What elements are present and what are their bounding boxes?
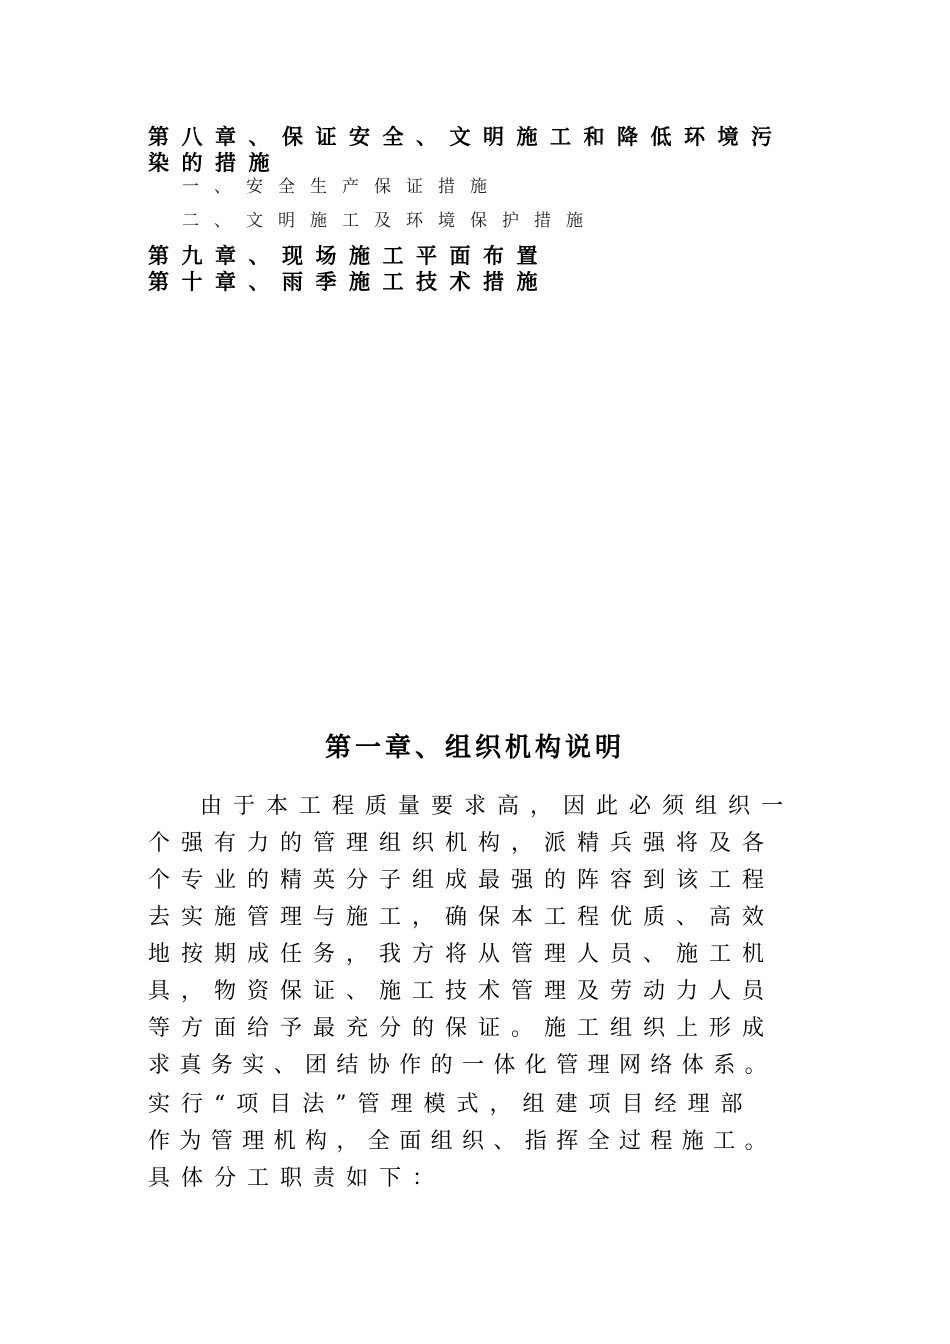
paragraph-line: 作为管理机构，全面组织、指挥全过程施工。 xyxy=(148,1129,777,1154)
paragraph-line: 个强有力的管理组织机构，派精兵强将及各 xyxy=(148,831,776,856)
toc-chapter-8-line1[interactable]: 第八章、保证安全、文明施工和降低环境污 xyxy=(148,125,785,149)
toc-section-8-2[interactable]: 二、文明施工及环境保护措施 xyxy=(182,211,598,231)
paragraph-line: 实行“项目法”管理模式，组建项目经理部 xyxy=(148,1092,754,1117)
paragraph-line: 具，物资保证、施工技术管理及劳动力人员 xyxy=(148,979,776,1004)
paragraph-line: 地按期成任务，我方将从管理人员、施工机 xyxy=(148,942,776,967)
paragraph-line: 等方面给予最充分的保证。施工组织上形成 xyxy=(148,1016,776,1041)
toc-chapter-10[interactable]: 第十章、雨季施工技术措施 xyxy=(148,270,550,294)
chapter-title: 第一章、组织机构说明 xyxy=(324,733,625,763)
toc-chapter-9[interactable]: 第九章、现场施工平面布置 xyxy=(148,244,550,268)
paragraph-line: 由于本工程质量要求高，因此必须组织一 xyxy=(200,794,795,819)
toc-chapter-8-line2[interactable]: 染的措施 xyxy=(148,151,282,175)
toc-section-8-1[interactable]: 一、安全生产保证措施 xyxy=(182,177,502,197)
paragraph-line: 个专业的精英分子组成最强的阵容到该工程 xyxy=(148,868,776,893)
paragraph-line: 具体分工职责如下： xyxy=(148,1166,446,1191)
paragraph-line: 求真务实、团结协作的一体化管理网络体系。 xyxy=(148,1053,777,1078)
paragraph-line: 去实施管理与施工，确保本工程优质、高效 xyxy=(148,905,776,930)
